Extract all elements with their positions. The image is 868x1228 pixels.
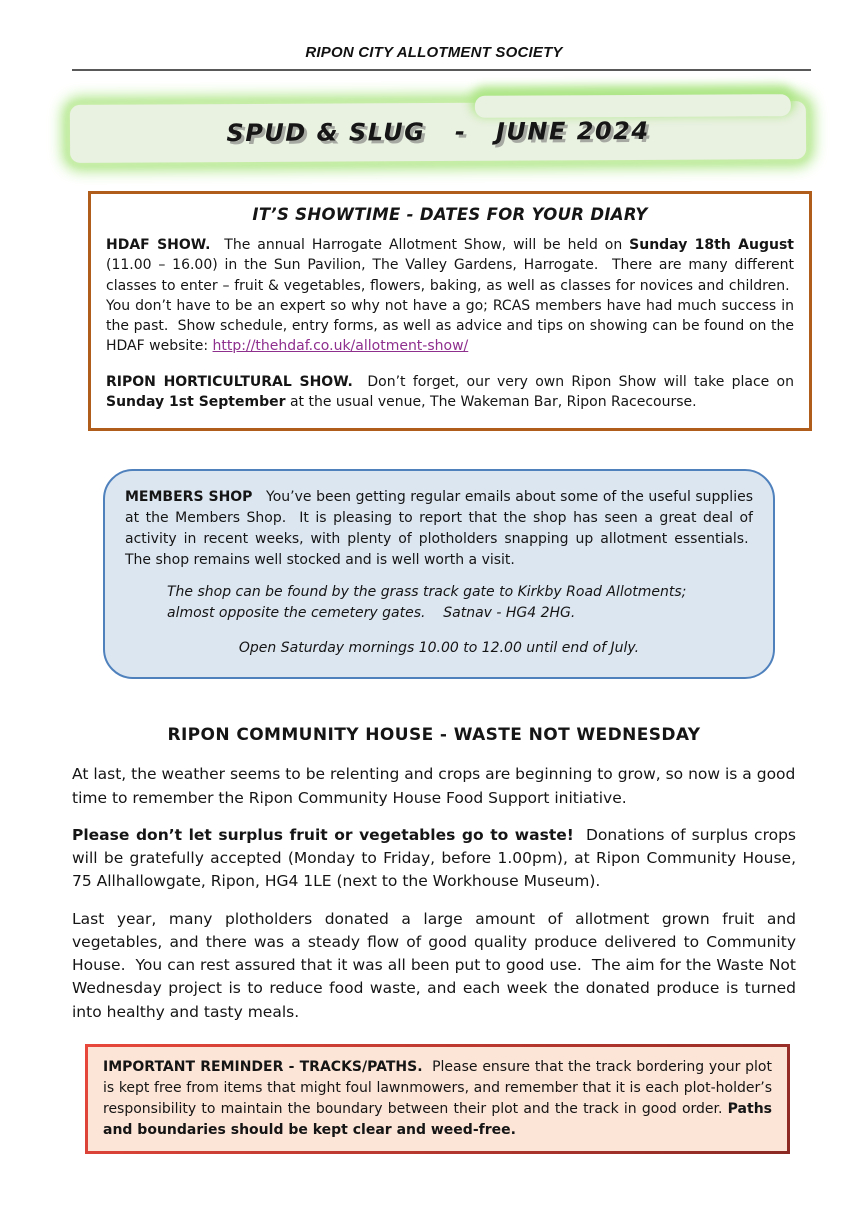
text-run: Don’t forget, our very own Ripon Show will take place on xyxy=(352,373,794,390)
shop-location-note: The shop can be found by the grass track gate to Kirkby Road Allotments; almost opposite the cemetery gates. Satnav - HG4 2HG. xyxy=(167,584,687,622)
shop-opening-hours: Open Saturday mornings 10.00 to 12.00 until end of July. xyxy=(238,640,640,657)
wnw-paragraph-2 xyxy=(72,824,796,894)
showtime-title: IT’S SHOWTIME - DATES FOR YOUR DIARY xyxy=(252,205,648,224)
title-highlight-banner xyxy=(70,101,806,163)
members-shop-box xyxy=(103,469,775,679)
text-run: at the usual venue, The Wakeman Bar, Ripon Racecourse. xyxy=(285,394,697,411)
hdaf-website-link[interactable]: http://thehdaf.co.uk/allotment-show/ xyxy=(212,338,469,355)
text-run: IMPORTANT REMINDER - TRACKS/PATHS. xyxy=(103,1058,423,1075)
text-run: Sunday 1st September xyxy=(106,394,286,411)
society-name: RIPON CITY ALLOTMENT SOCIETY xyxy=(305,44,563,61)
text-run: MEMBERS SHOP xyxy=(125,489,253,506)
wnw-paragraph-1: At last, the weather seems to be relenting and crops are beginning to grow, so now is a good time to remember the Ripon Community House Food Support initiative. xyxy=(72,765,796,807)
text-run: RIPON HORTICULTURAL SHOW. xyxy=(106,373,353,390)
header-divider xyxy=(72,69,811,71)
text-run: Sunday 18th August xyxy=(629,237,794,253)
text-run: HDAF SHOW. xyxy=(106,237,211,253)
waste-not-wednesday-section xyxy=(72,725,796,1024)
text-run: (11.00 – 16.00) in the Sun Pavilion, The Valley Gardens, Harrogate. There are many different classes to enter – fruit & vegetables, flowers, baking, as well as classes for novices and children. You don’t have to be an expert so why not have a go; RCAS members have had much success in the past. Show schedule, entry forms, as well as advice and tips on showing can be found on the HDAF website: xyxy=(106,257,794,355)
text-run: You’ve been getting regular emails about some of the useful supplies at the Members Shop. It is pleasing to report that the shop has seen a great deal of activity in recent weeks, with plenty of plotholders snapping up allotment essentials. The shop remains well stocked and is well worth a visit. xyxy=(125,489,753,569)
hdaf-show-paragraph xyxy=(106,235,794,357)
text-run: Please ensure that the track bordering your plot is kept free from items that might foul lawnmowers, and remember that it is each plot-holder’s responsibility to maintain the boundary between their plot and the track in good order. xyxy=(103,1058,772,1117)
waste-not-wednesday-heading: RIPON COMMUNITY HOUSE - WASTE NOT WEDNESDAY xyxy=(167,725,701,746)
page-header xyxy=(0,0,868,71)
newsletter-title: SPUD & SLUG - JUNE 2024 xyxy=(226,116,650,148)
showtime-box xyxy=(88,191,812,431)
members-shop-paragraph xyxy=(125,487,753,571)
important-reminder-box xyxy=(85,1044,790,1154)
text-run: Donations of surplus crops will be gratefully accepted (Monday to Friday, before 1.00pm), at Ripon Community House, 75 Allhallowgate, Ripon, HG4 1LE (next to the Workhouse Museum). xyxy=(72,825,796,891)
wnw-paragraph-3: Last year, many plotholders donated a large amount of allotment grown fruit and vegetables, and there was a steady flow of good quality produce delivered to Community House. You can rest assured that it was all been put to good use. The aim for the Waste Not Wednesday project is to reduce food waste, and each week the donated produce is turned into healthy and tasty meals. xyxy=(72,909,796,1021)
ripon-show-paragraph xyxy=(106,372,794,413)
text-run: The annual Harrogate Allotment Show, will be held on xyxy=(210,237,630,253)
text-run: Please don’t let surplus fruit or vegetables go to waste! xyxy=(72,825,574,844)
reminder-paragraph xyxy=(103,1057,772,1141)
text-run: Paths and boundaries should be kept clear and weed-free. xyxy=(103,1100,772,1138)
